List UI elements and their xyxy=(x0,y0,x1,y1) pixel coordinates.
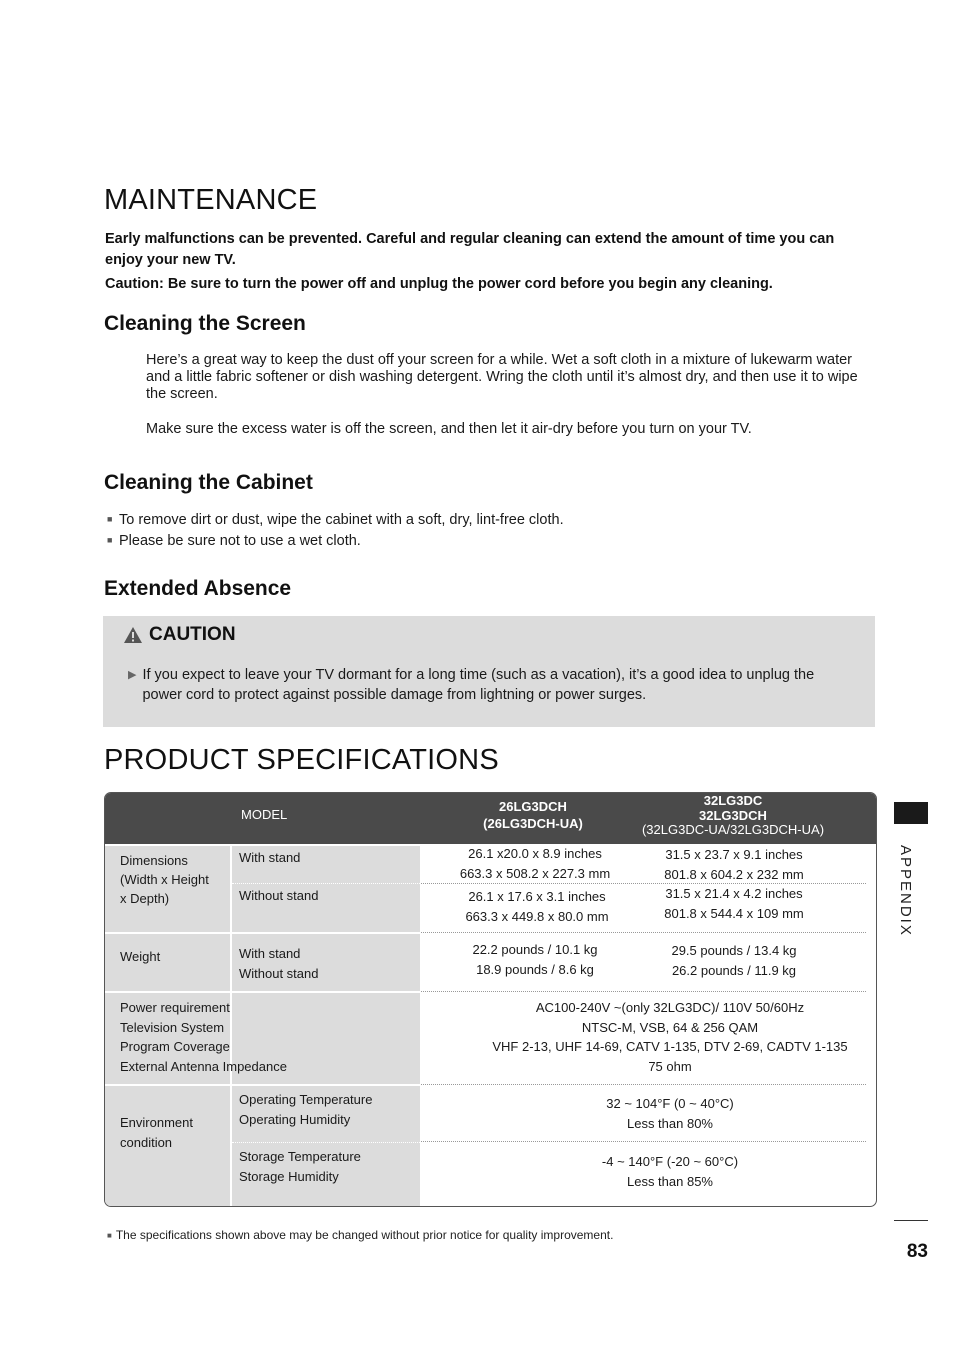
value-divider xyxy=(421,932,866,933)
col2-name: 32LG3DC xyxy=(703,793,763,808)
dim-wos-col1 xyxy=(421,887,653,926)
cabinet-bullet: ■ To remove dirt or dust, wipe the cabinet with a soft, dry, lint-free cloth. xyxy=(107,512,564,528)
spec-table-header xyxy=(105,793,876,844)
col1-name: 26LG3DCH xyxy=(499,799,567,814)
dim-value: 801.8 x 544.4 x 109 mm xyxy=(664,905,804,921)
caution-text: If you expect to leave your TV dormant for a long time (such as a vacation), it’s a good idea to unplug the power cord to protect against possible damage from lightning or power surges. xyxy=(142,667,815,703)
weight-col2 xyxy=(625,941,843,980)
power-label-line: Power requirement xyxy=(120,1000,230,1015)
power-value: NTSC-M, VSB, 64 & 256 QAM xyxy=(581,1019,759,1035)
dim-value: 31.5 x 23.7 x 9.1 inches xyxy=(665,847,803,862)
power-label-line: Program Coverage xyxy=(120,1039,230,1054)
operating-humidity-label: Operating Humidity xyxy=(239,1111,351,1127)
dim-wos-col2 xyxy=(625,884,843,923)
dimensions-label-line: Dimensions xyxy=(120,853,188,868)
row-divider xyxy=(105,991,420,993)
dimensions-with-stand: With stand xyxy=(239,850,301,865)
appendix-label: APPENDIX xyxy=(897,845,914,937)
model-col1-header xyxy=(421,798,645,832)
value-divider xyxy=(421,1084,866,1085)
cabinet-bullet-text: To remove dirt or dust, wipe the cabinet with a soft, dry, lint-free cloth. xyxy=(119,512,564,528)
dimensions-without-stand: Without stand xyxy=(239,888,319,903)
dim-value: 663.3 x 449.8 x 80.0 mm xyxy=(465,908,609,924)
weight-label: Weight xyxy=(120,949,161,964)
dim-value: 801.8 x 604.2 x 232 mm xyxy=(664,866,804,882)
specs-title: PRODUCT SPECIFICATIONS xyxy=(104,744,499,776)
row-divider xyxy=(105,1084,420,1086)
storage-labels xyxy=(239,1147,361,1186)
dim-value: 26.1 x20.0 x 8.9 inches xyxy=(468,846,602,861)
dim-ws-col1 xyxy=(421,844,649,883)
row-divider xyxy=(105,932,420,934)
environment-label-line: condition xyxy=(120,1134,173,1150)
caution-header xyxy=(123,624,236,646)
operating-labels xyxy=(239,1090,372,1129)
operating-temperature-label: Operating Temperature xyxy=(239,1092,373,1107)
dim-value: 663.3 x 508.2 x 227.3 mm xyxy=(459,865,611,881)
maintenance-intro: Early malfunctions can be prevented. Careful and regular cleaning can extend the amount of time you can enjoy your new TV. xyxy=(105,231,835,268)
dim-ws-col2 xyxy=(625,845,843,884)
storage-values xyxy=(421,1152,877,1191)
value-divider xyxy=(421,991,866,992)
storage-temperature-label: Storage Temperature xyxy=(239,1149,361,1164)
cabinet-bullet-text: Please be sure not to use a wet cloth. xyxy=(119,533,361,549)
value-divider xyxy=(421,1141,866,1142)
appendix-tab-marker xyxy=(894,802,928,824)
power-value: AC100-240V ~(only 32LG3DC)/ 110V 50/60Hz xyxy=(535,1000,805,1015)
operating-humidity-value: Less than 80% xyxy=(626,1115,713,1131)
storage-humidity-label: Storage Humidity xyxy=(239,1168,339,1184)
caution-box xyxy=(103,616,875,727)
maintenance-caution-line: Caution: Be sure to turn the power off and unplug the power cord before you begin any cleaning. xyxy=(105,276,773,292)
col1-code: (26LG3DCH-UA) xyxy=(483,816,583,831)
page-number: 83 xyxy=(906,1241,928,1262)
spec-table xyxy=(104,792,877,1207)
row-divider-dotted xyxy=(232,1142,420,1143)
cleaning-cabinet-heading: Cleaning the Cabinet xyxy=(104,471,313,494)
cleaning-screen-heading: Cleaning the Screen xyxy=(104,312,306,335)
power-value: 75 ohm xyxy=(648,1058,692,1074)
power-label-line: Television System xyxy=(120,1019,225,1035)
arrow-right-icon: ▶ xyxy=(128,669,137,681)
warning-icon xyxy=(123,626,143,644)
environment-label-line: Environment xyxy=(120,1115,193,1130)
dimensions-label-line: (Width x Height xyxy=(120,872,209,887)
cabinet-bullet: ■ Please be sure not to use a wet cloth. xyxy=(107,533,361,549)
dimensions-label-line: x Depth) xyxy=(120,891,170,906)
specs-footnote: ■ The specifications shown above may be changed without prior notice for quality improvement. xyxy=(107,1228,614,1242)
model-col2-header xyxy=(625,794,841,838)
dim-value: 26.1 x 17.6 x 3.1 inches xyxy=(468,889,606,904)
weight-sublabels xyxy=(239,944,319,983)
caution-label: CAUTION xyxy=(149,624,236,645)
cleaning-screen-para2: Make sure the excess water is off the screen, and then let it air-dry before you turn on your TV. xyxy=(146,421,752,437)
weight-value: 26.2 pounds / 11.9 kg xyxy=(671,962,797,978)
page-number-rule xyxy=(894,1220,928,1221)
environment-label xyxy=(120,1113,193,1152)
operating-values xyxy=(421,1094,877,1133)
weight-value: 29.5 pounds / 13.4 kg xyxy=(671,943,797,958)
dim-value: 31.5 x 21.4 x 4.2 inches xyxy=(665,886,803,901)
col2-code: (32LG3DC-UA/32LG3DCH-UA) xyxy=(641,822,825,837)
power-value: VHF 2-13, UHF 14-69, CATV 1-135, DTV 2-69, CADTV 1-135 xyxy=(492,1039,848,1054)
model-header: MODEL xyxy=(241,807,288,822)
power-labels xyxy=(120,998,287,1076)
row-divider-dotted xyxy=(232,883,420,884)
storage-temperature-value: -4 ~ 140°F (-20 ~ 60°C) xyxy=(601,1154,739,1169)
caution-text-block xyxy=(128,665,843,705)
power-values xyxy=(421,998,877,1076)
weight-col1 xyxy=(421,940,649,979)
weight-without-stand: Without stand xyxy=(239,965,319,981)
cleaning-screen-para1: Here’s a great way to keep the dust off your screen for a while. Wet a soft cloth in a mixture of lukewarm water and a little fabric softener or dish washing detergent. Wring the cloth until it’s almost dry, and then use it to wipe the screen. xyxy=(146,352,858,402)
footnote-text: The specifications shown above may be changed without prior notice for quality improvement. xyxy=(115,1228,614,1242)
power-label-line: External Antenna Impedance xyxy=(120,1058,287,1074)
storage-humidity-value: Less than 85% xyxy=(626,1173,713,1189)
maintenance-title: MAINTENANCE xyxy=(104,184,318,216)
col2-name2: 32LG3DCH xyxy=(699,807,767,823)
extended-absence-heading: Extended Absence xyxy=(104,577,292,600)
weight-value: 22.2 pounds / 10.1 kg xyxy=(472,942,598,957)
weight-value: 18.9 pounds / 8.6 kg xyxy=(476,961,594,977)
weight-with-stand: With stand xyxy=(239,946,301,961)
operating-temperature-value: 32 ~ 104°F (0 ~ 40°C) xyxy=(606,1096,734,1111)
dimensions-label xyxy=(120,851,209,908)
